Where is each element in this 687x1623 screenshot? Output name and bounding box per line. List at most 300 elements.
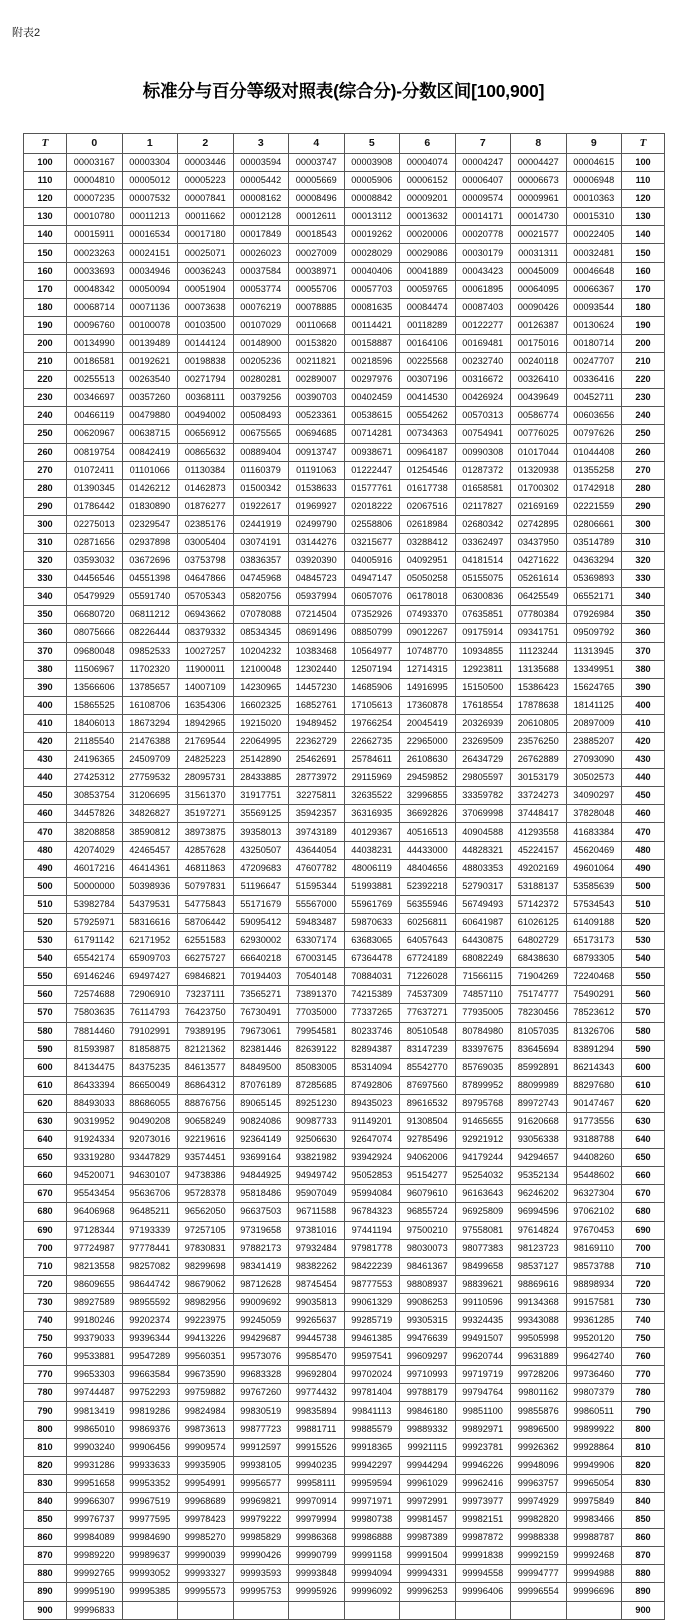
row-tail-score: 710 bbox=[622, 1257, 665, 1275]
percentile-cell: 00144124 bbox=[178, 334, 234, 352]
percentile-cell: 00090426 bbox=[511, 298, 567, 316]
percentile-cell: 99801162 bbox=[511, 1384, 567, 1402]
percentile-cell: 99505998 bbox=[511, 1330, 567, 1348]
percentile-cell: 98169110 bbox=[566, 1239, 622, 1257]
row-head-score: 880 bbox=[24, 1565, 67, 1583]
percentile-cell: 99989220 bbox=[67, 1547, 123, 1565]
percentile-cell: 99938105 bbox=[233, 1456, 289, 1474]
percentile-cell: 01191063 bbox=[289, 461, 345, 479]
row-head-score: 660 bbox=[24, 1167, 67, 1185]
percentile-cell: 00776025 bbox=[511, 425, 567, 443]
table-row bbox=[24, 787, 665, 805]
percentile-cell: 99991504 bbox=[400, 1547, 456, 1565]
percentile-cell: 00053774 bbox=[233, 280, 289, 298]
percentile-cell: 99965054 bbox=[566, 1474, 622, 1492]
percentile-cell: 94738386 bbox=[178, 1167, 234, 1185]
percentile-cell: 16852761 bbox=[289, 696, 345, 714]
percentile-cell: 23885207 bbox=[566, 733, 622, 751]
row-tail-score: 530 bbox=[622, 932, 665, 950]
row-head-score: 770 bbox=[24, 1366, 67, 1384]
table-row bbox=[24, 877, 665, 895]
percentile-cell: 99841113 bbox=[344, 1402, 400, 1420]
percentile-cell: 96784323 bbox=[344, 1203, 400, 1221]
percentile-cell: 00005669 bbox=[289, 172, 345, 190]
percentile-cell: 00048342 bbox=[67, 280, 123, 298]
percentile-cell: 96406968 bbox=[67, 1203, 123, 1221]
table-row bbox=[24, 714, 665, 732]
table-row bbox=[24, 1529, 665, 1547]
percentile-cell: 00164106 bbox=[400, 334, 456, 352]
percentile-cell: 03437950 bbox=[511, 533, 567, 551]
percentile-cell: 10748770 bbox=[400, 642, 456, 660]
percentile-cell: 10027257 bbox=[178, 642, 234, 660]
table-row bbox=[24, 1547, 665, 1565]
table-row bbox=[24, 660, 665, 678]
percentile-cell: 00508493 bbox=[233, 407, 289, 425]
percentile-cell: 00005223 bbox=[178, 172, 234, 190]
percentile-cell: 99692804 bbox=[289, 1366, 345, 1384]
percentile-cell: 02169169 bbox=[511, 497, 567, 515]
percentile-cell: 99995926 bbox=[289, 1583, 345, 1601]
percentile-cell: 27759532 bbox=[122, 769, 178, 787]
percentile-cell: 95543454 bbox=[67, 1185, 123, 1203]
percentile-cell: 99991158 bbox=[344, 1547, 400, 1565]
percentile-cell: 96485211 bbox=[122, 1203, 178, 1221]
percentile-cell: 96327304 bbox=[566, 1185, 622, 1203]
percentile-cell: 01320938 bbox=[511, 461, 567, 479]
table-row bbox=[24, 280, 665, 298]
percentile-cell: 38208858 bbox=[67, 823, 123, 841]
table-row bbox=[24, 443, 665, 461]
percentile-cell: 80233746 bbox=[344, 1022, 400, 1040]
percentile-cell: 99959594 bbox=[344, 1474, 400, 1492]
percentile-cell: 00357260 bbox=[122, 389, 178, 407]
percentile-cell: 99009692 bbox=[233, 1293, 289, 1311]
percentile-cell: 43250507 bbox=[233, 841, 289, 859]
percentile-cell: 47607782 bbox=[289, 859, 345, 877]
percentile-cell: 97614824 bbox=[511, 1221, 567, 1239]
percentile-cell: 59095412 bbox=[233, 913, 289, 931]
percentile-cell: 85542770 bbox=[400, 1058, 456, 1076]
percentile-cell: 81593987 bbox=[67, 1040, 123, 1058]
percentile-cell: 21185540 bbox=[67, 733, 123, 751]
table-row bbox=[24, 1004, 665, 1022]
percentile-cell: 99873613 bbox=[178, 1420, 234, 1438]
percentile-cell: 98382262 bbox=[289, 1257, 345, 1275]
percentile-cell: 98808937 bbox=[400, 1275, 456, 1293]
percentile-cell: 38973875 bbox=[178, 823, 234, 841]
percentile-cell: 00714281 bbox=[344, 425, 400, 443]
percentile-cell: 43644054 bbox=[289, 841, 345, 859]
percentile-cell: 00068714 bbox=[67, 298, 123, 316]
row-tail-score: 830 bbox=[622, 1474, 665, 1492]
percentile-cell: 99993052 bbox=[122, 1565, 178, 1583]
percentile-cell: 99987872 bbox=[455, 1529, 511, 1547]
percentile-cell: 99976737 bbox=[67, 1511, 123, 1529]
percentile-cell: 14007109 bbox=[178, 678, 234, 696]
row-head-score: 640 bbox=[24, 1131, 67, 1149]
percentile-cell: 08691496 bbox=[289, 624, 345, 642]
row-head-score: 790 bbox=[24, 1402, 67, 1420]
row-head-score: 630 bbox=[24, 1112, 67, 1130]
percentile-cell: 79954581 bbox=[289, 1022, 345, 1040]
column-header-7: 7 bbox=[455, 134, 511, 154]
table-row bbox=[24, 226, 665, 244]
percentile-cell: 99265637 bbox=[289, 1312, 345, 1330]
percentile-cell: 99157581 bbox=[566, 1293, 622, 1311]
percentile-cell: 94294657 bbox=[511, 1149, 567, 1167]
row-head-score: 610 bbox=[24, 1076, 67, 1094]
percentile-cell: 92364149 bbox=[233, 1131, 289, 1149]
percentile-cell: 37069998 bbox=[455, 805, 511, 823]
percentile-cell: 84375235 bbox=[122, 1058, 178, 1076]
percentile-cell: 01922617 bbox=[233, 497, 289, 515]
percentile-cell: 98777553 bbox=[344, 1275, 400, 1293]
percentile-cell: 99946226 bbox=[455, 1456, 511, 1474]
row-tail-score: 160 bbox=[622, 262, 665, 280]
column-header-8: 8 bbox=[511, 134, 567, 154]
percentile-cell: 08379332 bbox=[178, 624, 234, 642]
percentile-cell: 99767260 bbox=[233, 1384, 289, 1402]
percentile-cell: 99967519 bbox=[122, 1492, 178, 1510]
percentile-cell: 94408260 bbox=[566, 1149, 622, 1167]
percentile-cell: 99324435 bbox=[455, 1312, 511, 1330]
table-row bbox=[24, 1167, 665, 1185]
percentile-cell-empty bbox=[178, 1601, 234, 1619]
percentile-cell: 09509792 bbox=[566, 624, 622, 642]
percentile-cell: 99994988 bbox=[566, 1565, 622, 1583]
percentile-cell: 00011213 bbox=[122, 208, 178, 226]
row-head-score: 460 bbox=[24, 805, 67, 823]
percentile-cell: 05261614 bbox=[511, 570, 567, 588]
percentile-cell: 61409188 bbox=[566, 913, 622, 931]
percentile-cell: 97981778 bbox=[344, 1239, 400, 1257]
percentile-cell: 00081635 bbox=[344, 298, 400, 316]
row-head-score: 350 bbox=[24, 606, 67, 624]
percentile-cell: 93447829 bbox=[122, 1149, 178, 1167]
row-tail-score: 370 bbox=[622, 642, 665, 660]
table-row bbox=[24, 208, 665, 226]
percentile-cell: 52392218 bbox=[400, 877, 456, 895]
row-tail-score: 560 bbox=[622, 986, 665, 1004]
percentile-cell: 00554262 bbox=[400, 407, 456, 425]
percentile-cell: 01742918 bbox=[566, 479, 622, 497]
percentile-cell: 99928864 bbox=[566, 1438, 622, 1456]
percentile-cell: 99963757 bbox=[511, 1474, 567, 1492]
percentile-cell: 02329547 bbox=[122, 515, 178, 533]
percentile-cell: 99520120 bbox=[566, 1330, 622, 1348]
percentile-cell: 35942357 bbox=[289, 805, 345, 823]
percentile-cell: 73891370 bbox=[289, 986, 345, 1004]
percentile-cell: 99560351 bbox=[178, 1348, 234, 1366]
percentile-cell: 00029086 bbox=[400, 244, 456, 262]
row-tail-score: 220 bbox=[622, 371, 665, 389]
percentile-cell: 11702320 bbox=[122, 660, 178, 678]
percentile-cell: 02680342 bbox=[455, 515, 511, 533]
table-row bbox=[24, 841, 665, 859]
percentile-cell: 99413226 bbox=[178, 1330, 234, 1348]
percentile-cell: 99752293 bbox=[122, 1384, 178, 1402]
percentile-cell: 03362497 bbox=[455, 533, 511, 551]
table-row bbox=[24, 316, 665, 334]
row-tail-score: 810 bbox=[622, 1438, 665, 1456]
percentile-cell: 14916995 bbox=[400, 678, 456, 696]
table-row bbox=[24, 389, 665, 407]
percentile-cell: 02871656 bbox=[67, 533, 123, 551]
percentile-cell: 99994331 bbox=[400, 1565, 456, 1583]
percentile-cell: 05155075 bbox=[455, 570, 511, 588]
percentile-cell: 18141125 bbox=[566, 696, 622, 714]
percentile-cell: 50797831 bbox=[178, 877, 234, 895]
table-row bbox=[24, 1438, 665, 1456]
percentile-cell: 99889332 bbox=[400, 1420, 456, 1438]
percentile-cell: 83645694 bbox=[511, 1040, 567, 1058]
percentile-cell: 75174777 bbox=[511, 986, 567, 1004]
percentile-cell: 89251230 bbox=[289, 1094, 345, 1112]
table-row bbox=[24, 1076, 665, 1094]
percentile-cell: 00045009 bbox=[511, 262, 567, 280]
row-tail-score: 860 bbox=[622, 1529, 665, 1547]
percentile-cell: 00316672 bbox=[455, 371, 511, 389]
percentile-cell: 98537127 bbox=[511, 1257, 567, 1275]
table-row bbox=[24, 1583, 665, 1601]
percentile-cell: 00205236 bbox=[233, 353, 289, 371]
percentile-cell: 95636706 bbox=[122, 1185, 178, 1203]
percentile-cell: 08226444 bbox=[122, 624, 178, 642]
table-row bbox=[24, 823, 665, 841]
percentile-cell: 53188137 bbox=[511, 877, 567, 895]
row-head-score: 240 bbox=[24, 407, 67, 425]
percentile-cell: 00017849 bbox=[233, 226, 289, 244]
row-head-score: 870 bbox=[24, 1547, 67, 1565]
percentile-cell: 85314094 bbox=[344, 1058, 400, 1076]
row-tail-score: 360 bbox=[622, 624, 665, 642]
percentile-cell: 70884031 bbox=[344, 968, 400, 986]
percentile-cell: 00656912 bbox=[178, 425, 234, 443]
percentile-cell-empty bbox=[122, 1601, 178, 1619]
percentile-cell: 76114793 bbox=[122, 1004, 178, 1022]
percentile-cell: 01538633 bbox=[289, 479, 345, 497]
percentile-cell: 35197271 bbox=[178, 805, 234, 823]
percentile-cell: 00130624 bbox=[566, 316, 622, 334]
row-tail-score: 690 bbox=[622, 1221, 665, 1239]
percentile-cell: 00007841 bbox=[178, 190, 234, 208]
percentile-cell: 00754941 bbox=[455, 425, 511, 443]
percentile-cell: 99968689 bbox=[178, 1492, 234, 1510]
percentile-cell: 00026023 bbox=[233, 244, 289, 262]
percentile-cell: 78814460 bbox=[67, 1022, 123, 1040]
row-tail-score: 540 bbox=[622, 950, 665, 968]
row-tail-score: 210 bbox=[622, 353, 665, 371]
row-tail-score: 460 bbox=[622, 805, 665, 823]
percentile-cell: 99491507 bbox=[455, 1330, 511, 1348]
percentile-cell: 94949742 bbox=[289, 1167, 345, 1185]
percentile-cell: 04845723 bbox=[289, 570, 345, 588]
percentile-cell: 99971971 bbox=[344, 1492, 400, 1510]
percentile-cell: 00014171 bbox=[455, 208, 511, 226]
percentile-cell: 99992159 bbox=[511, 1547, 567, 1565]
percentile-cell: 00041889 bbox=[400, 262, 456, 280]
percentile-cell: 82894387 bbox=[344, 1040, 400, 1058]
row-tail-score: 270 bbox=[622, 461, 665, 479]
percentile-cell: 44828321 bbox=[455, 841, 511, 859]
percentile-cell: 57534543 bbox=[566, 895, 622, 913]
percentile-cell: 78523612 bbox=[566, 1004, 622, 1022]
percentile-cell: 58706442 bbox=[178, 913, 234, 931]
percentile-cell: 99881711 bbox=[289, 1420, 345, 1438]
percentile-cell: 04271622 bbox=[511, 552, 567, 570]
percentile-cell: 00620967 bbox=[67, 425, 123, 443]
percentile-cell: 29115969 bbox=[344, 769, 400, 787]
percentile-cell: 00158887 bbox=[344, 334, 400, 352]
table-row bbox=[24, 1330, 665, 1348]
percentile-cell: 00005906 bbox=[344, 172, 400, 190]
percentile-cell: 62930002 bbox=[233, 932, 289, 950]
percentile-cell: 48404656 bbox=[400, 859, 456, 877]
table-row bbox=[24, 1239, 665, 1257]
row-tail-score: 150 bbox=[622, 244, 665, 262]
percentile-cell: 87492806 bbox=[344, 1076, 400, 1094]
percentile-cell: 04092951 bbox=[400, 552, 456, 570]
row-tail-score: 670 bbox=[622, 1185, 665, 1203]
percentile-cell: 04005916 bbox=[344, 552, 400, 570]
percentile-cell: 00336416 bbox=[566, 371, 622, 389]
percentile-cell: 99991838 bbox=[455, 1547, 511, 1565]
row-head-score: 580 bbox=[24, 1022, 67, 1040]
percentile-cell: 93188788 bbox=[566, 1131, 622, 1149]
percentile-cell: 99984690 bbox=[122, 1529, 178, 1547]
row-tail-score: 260 bbox=[622, 443, 665, 461]
percentile-cell: 06300836 bbox=[455, 588, 511, 606]
percentile-cell: 16354306 bbox=[178, 696, 234, 714]
row-tail-score: 680 bbox=[622, 1203, 665, 1221]
percentile-cell: 99979994 bbox=[289, 1511, 345, 1529]
percentile-cell: 06552171 bbox=[566, 588, 622, 606]
percentile-cell: 13566606 bbox=[67, 678, 123, 696]
percentile-cell: 32996855 bbox=[400, 787, 456, 805]
appendix-label: 附表2 bbox=[12, 27, 41, 39]
row-head-score: 840 bbox=[24, 1492, 67, 1510]
percentile-cell: 00009961 bbox=[511, 190, 567, 208]
percentile-cell: 97932484 bbox=[289, 1239, 345, 1257]
percentile-cell: 99926362 bbox=[511, 1438, 567, 1456]
percentile-cell: 01072411 bbox=[67, 461, 123, 479]
percentile-cell: 00570313 bbox=[455, 407, 511, 425]
percentile-cell: 97724987 bbox=[67, 1239, 123, 1257]
percentile-cell: 03005404 bbox=[178, 533, 234, 551]
percentile-cell: 01876277 bbox=[178, 497, 234, 515]
percentile-cell: 14230965 bbox=[233, 678, 289, 696]
percentile-cell: 20610805 bbox=[511, 714, 567, 732]
percentile-cell: 63307174 bbox=[289, 932, 345, 950]
percentile-cell: 00036243 bbox=[178, 262, 234, 280]
percentile-cell: 17618554 bbox=[455, 696, 511, 714]
percentile-cell: 36692826 bbox=[400, 805, 456, 823]
percentile-cell: 92219616 bbox=[178, 1131, 234, 1149]
percentile-cell: 29459852 bbox=[400, 769, 456, 787]
percentile-cell: 87076189 bbox=[233, 1076, 289, 1094]
percentile-cell: 34826827 bbox=[122, 805, 178, 823]
percentile-cell: 00466119 bbox=[67, 407, 123, 425]
percentile-cell-empty bbox=[233, 1601, 289, 1619]
percentile-cell: 07780384 bbox=[511, 606, 567, 624]
percentile-cell: 95052853 bbox=[344, 1167, 400, 1185]
percentile-cell: 00175016 bbox=[511, 334, 567, 352]
column-header-9: 9 bbox=[566, 134, 622, 154]
percentile-cell: 33724273 bbox=[511, 787, 567, 805]
percentile-cell: 98609655 bbox=[67, 1275, 123, 1293]
percentile-cell: 98077383 bbox=[455, 1239, 511, 1257]
percentile-cell: 00379256 bbox=[233, 389, 289, 407]
row-tail-score: 630 bbox=[622, 1112, 665, 1130]
percentile-cell: 89065145 bbox=[233, 1094, 289, 1112]
percentile-cell: 87899952 bbox=[455, 1076, 511, 1094]
percentile-cell: 99461385 bbox=[344, 1330, 400, 1348]
percentile-cell: 99835894 bbox=[289, 1402, 345, 1420]
percentile-cell: 00028029 bbox=[344, 244, 400, 262]
score-table-container bbox=[23, 133, 664, 1620]
percentile-cell: 01287372 bbox=[455, 461, 511, 479]
percentile-cell: 82381446 bbox=[233, 1040, 289, 1058]
percentile-cell: 97830831 bbox=[178, 1239, 234, 1257]
row-tail-score: 620 bbox=[622, 1094, 665, 1112]
percentile-cell: 18942965 bbox=[178, 714, 234, 732]
table-header bbox=[24, 134, 665, 154]
percentile-cell: 96079610 bbox=[400, 1185, 456, 1203]
percentile-cell: 00865632 bbox=[178, 443, 234, 461]
percentile-cell: 99993593 bbox=[233, 1565, 289, 1583]
percentile-cell: 79389195 bbox=[178, 1022, 234, 1040]
percentile-cell: 48803353 bbox=[455, 859, 511, 877]
percentile-cell: 99951658 bbox=[67, 1474, 123, 1492]
table-row bbox=[24, 1058, 665, 1076]
percentile-cell: 99728206 bbox=[511, 1366, 567, 1384]
percentile-cell: 00010363 bbox=[566, 190, 622, 208]
row-head-score: 340 bbox=[24, 588, 67, 606]
percentile-cell: 01160379 bbox=[233, 461, 289, 479]
percentile-cell: 98982956 bbox=[178, 1293, 234, 1311]
percentile-cell: 41683384 bbox=[566, 823, 622, 841]
row-head-score: 360 bbox=[24, 624, 67, 642]
percentile-cell: 92647074 bbox=[344, 1131, 400, 1149]
percentile-cell: 46811863 bbox=[178, 859, 234, 877]
percentile-cell: 00232740 bbox=[455, 353, 511, 371]
percentile-cell: 09852533 bbox=[122, 642, 178, 660]
percentile-cell: 22064995 bbox=[233, 733, 289, 751]
table-body bbox=[24, 154, 665, 1620]
percentile-cell: 59483487 bbox=[289, 913, 345, 931]
table-row bbox=[24, 733, 665, 751]
percentile-cell: 95907049 bbox=[289, 1185, 345, 1203]
percentile-cell: 99855876 bbox=[511, 1402, 567, 1420]
percentile-cell: 97778441 bbox=[122, 1239, 178, 1257]
percentile-cell: 99642740 bbox=[566, 1348, 622, 1366]
percentile-cell: 99986888 bbox=[344, 1529, 400, 1547]
percentile-cell: 65542174 bbox=[67, 950, 123, 968]
percentile-cell: 00084474 bbox=[400, 298, 456, 316]
row-head-score: 680 bbox=[24, 1203, 67, 1221]
percentile-cell: 17105613 bbox=[344, 696, 400, 714]
percentile-cell: 31917751 bbox=[233, 787, 289, 805]
percentile-cell: 97558081 bbox=[455, 1221, 511, 1239]
percentile-cell: 67364478 bbox=[344, 950, 400, 968]
percentile-cell: 26108630 bbox=[400, 751, 456, 769]
percentile-cell: 99983466 bbox=[566, 1511, 622, 1529]
percentile-cell: 03672696 bbox=[122, 552, 178, 570]
percentile-cell: 99445738 bbox=[289, 1330, 345, 1348]
table-row bbox=[24, 1402, 665, 1420]
page-title: 标准分与百分等级对照表(综合分)-分数区间[100,900] bbox=[142, 81, 545, 101]
